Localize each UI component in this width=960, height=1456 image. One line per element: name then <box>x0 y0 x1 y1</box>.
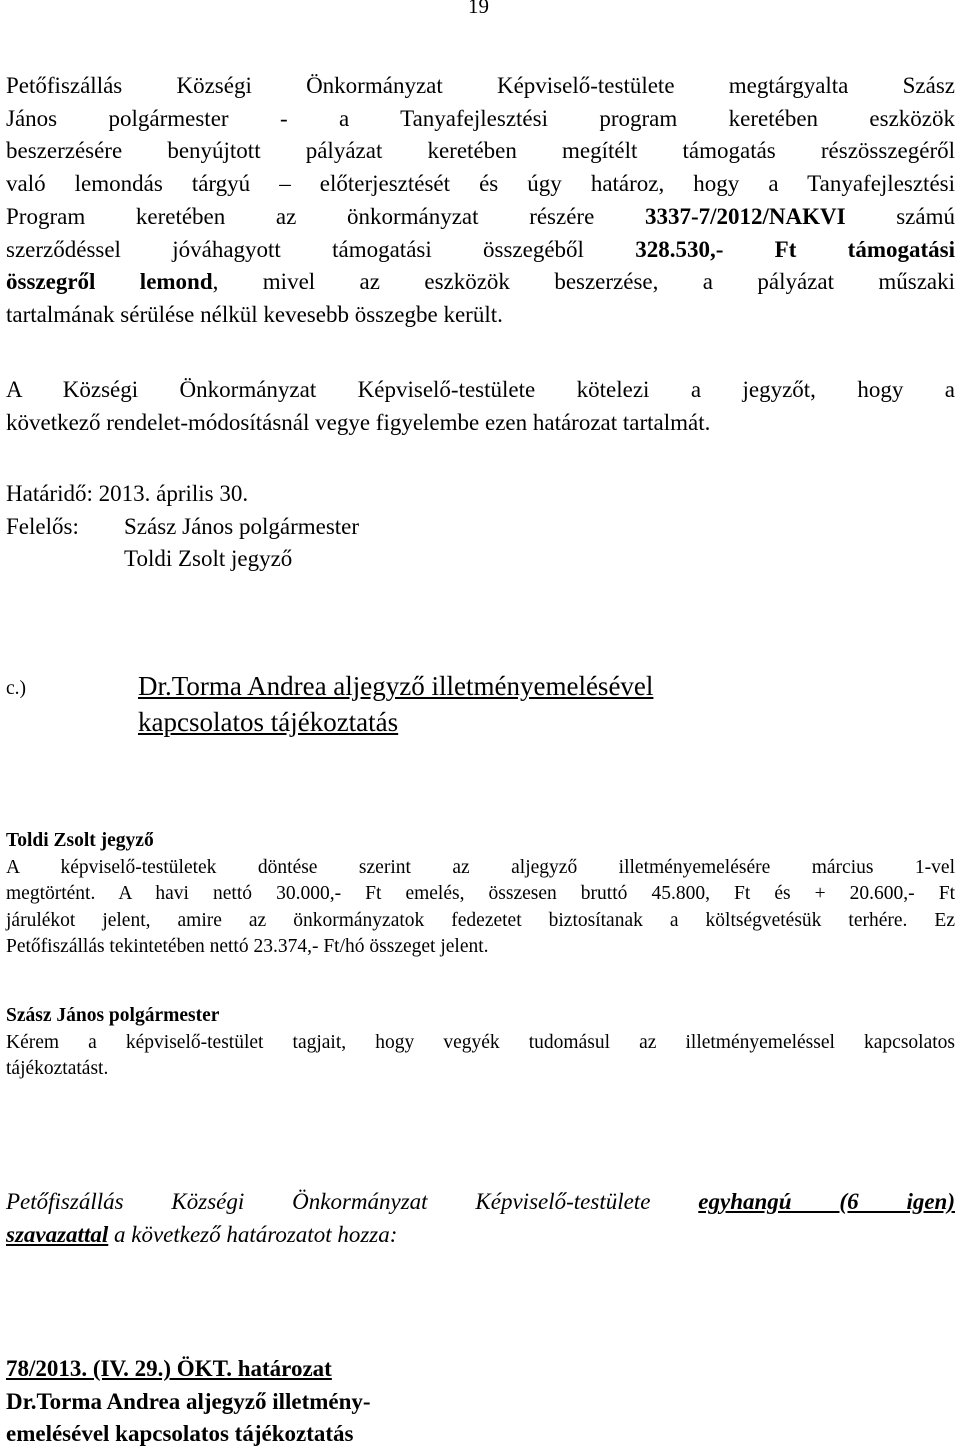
speaker-name: Szász János polgármester <box>6 1005 220 1026</box>
text-line: tájékoztatást. <box>6 1058 109 1079</box>
toldi-statement <box>6 828 955 961</box>
text-line: járulékot jelent, amire az önkormányzatok fedezetet biztosítanak a költségvetésük terhére. Ez <box>6 909 955 931</box>
text-line: Petőfiszállás Községi Önkormányzat Képviselő-testülete megtárgyalta Szász <box>6 73 955 98</box>
vote-result: egyhangú (6 igen) <box>698 1189 956 1214</box>
text-line: Petőfiszállás Községi Önkormányzat Képviselő-testülete egyhangú (6 igen) <box>6 1189 956 1214</box>
contract-number: 3337-7/2012/NAKVI <box>644 203 846 229</box>
text-line: tartalmának sérülése nélkül kevesebb összegbe került. <box>6 301 503 327</box>
resolution-number: 78/2013. (IV. 29.) ÖKT. határozat <box>6 1356 332 1381</box>
text-line: Program keretében az önkormányzat részére 3337-7/2012/NAKVI számú <box>6 203 955 229</box>
text-line: beszerzésére benyújtott pályázat keretében megítélt támogatás részösszegéről <box>6 138 955 164</box>
text-line: János polgármester - a Tanyafejlesztési program keretében eszközök <box>6 105 955 131</box>
text-line: következő rendelet-módosításnál vegye figyelembe ezen határozat tartalmát. <box>6 409 711 435</box>
text-line: Petőfiszállás tekintetében nettó 23.374,- Ft/hó összeget jelent. <box>6 936 489 957</box>
text-line: szavazattal a következő határozatot hozza: <box>6 1221 398 1247</box>
text-line: összegről lemond, mivel az eszközök beszerzése, a pályázat műszaki <box>6 269 956 295</box>
responsible-label: Felelős: <box>6 513 79 539</box>
responsible-person: Toldi Zsolt jegyző <box>124 546 293 572</box>
speaker-name: Toldi Zsolt jegyző <box>6 830 154 851</box>
text-line: megtörtént. A havi nettó 30.000,- Ft emelés, összesen bruttó 45.800, Ft és + 20.600,- Ft <box>6 883 955 904</box>
text-line: való lemondás tárgyú – előterjesztését és úgy határoz, hogy a Tanyafejlesztési <box>6 171 955 197</box>
text-line: szerződéssel jóváhagyott támogatási összegéből 328.530,- Ft támogatási <box>6 236 955 262</box>
deadline-block <box>6 478 955 576</box>
amount-highlight: 328.530,- Ft támogatási <box>635 236 955 262</box>
deadline-value: 2013. április 30. <box>98 481 249 506</box>
responsible-line <box>6 543 955 576</box>
obligation-paragraph <box>6 374 955 439</box>
responsible-line <box>6 511 955 544</box>
responsible-person: Szász János polgármester <box>124 513 360 539</box>
vote-statement <box>6 1186 955 1251</box>
deadline-line <box>6 478 955 511</box>
resolution-title: Dr.Torma Andrea aljegyző illetmény- <box>6 1388 371 1414</box>
text-line: A képviselő-testületek döntése szerint az aljegyző illetményemelésére március 1-vel <box>6 856 955 878</box>
text-line: Kérem a képviselő-testület tagjait, hogy vegyék tudomásul az illetményemeléssel kapcsolatos <box>6 1031 955 1053</box>
section-title: Dr.Torma Andrea aljegyző illetményemelésével kapcsolatos tájékoztatás <box>138 671 654 737</box>
deadline-label: Határidő: <box>6 481 93 506</box>
page-number: 19 <box>468 0 489 18</box>
text-line: A Községi Önkormányzat Képviselő-testülete kötelezi a jegyzőt, hogy a <box>6 377 955 402</box>
szasz-statement <box>6 1003 955 1083</box>
section-marker: c.) <box>6 678 27 699</box>
resolution-heading <box>6 1353 955 1451</box>
resolution-paragraph <box>6 70 955 332</box>
vote-word: szavazattal <box>6 1221 109 1247</box>
resolution-title: emelésével kapcsolatos tájékoztatás <box>6 1421 354 1447</box>
waiver-highlight: összegről lemond <box>6 269 213 295</box>
